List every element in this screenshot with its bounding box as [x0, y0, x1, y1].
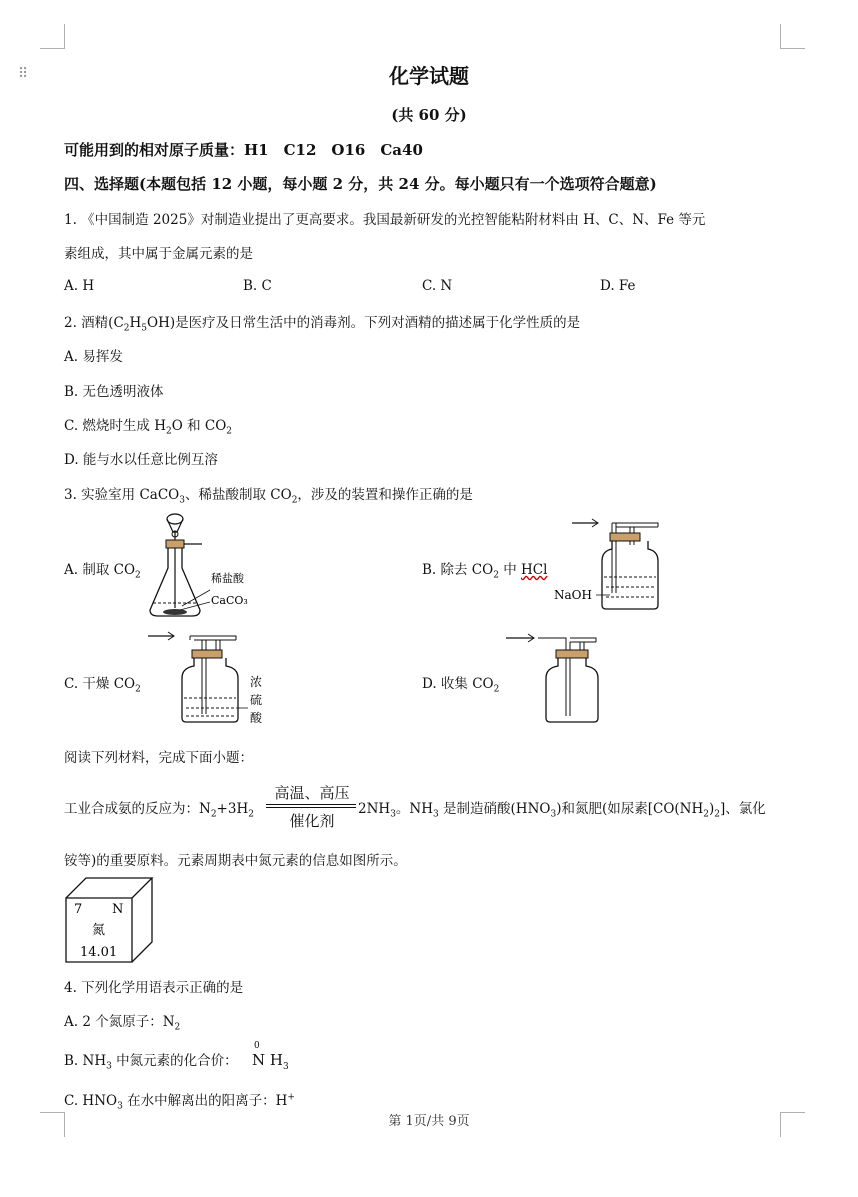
reaction-condition-top: 高温、高压: [274, 784, 350, 802]
page-footer: 第 1页/共 9页: [388, 1114, 470, 1129]
q1-option-c[interactable]: C. N: [422, 278, 453, 294]
atomic-masses: 可能用到的相对原子质量：H1 C12 O16 Ca40: [64, 141, 423, 159]
label-caco3: CaCO₃: [211, 594, 248, 607]
reaction-condition-bottom: 催化剂: [289, 812, 335, 830]
q3-option-c[interactable]: C. 干燥 $CO_2$: [64, 676, 141, 695]
drying-bottle-diagram: [140, 628, 280, 728]
q3-stem: 3. 实验室用 CaCO$_3$、稀盐酸制取 $CO_2$，涉及的装置和操作正确的是: [64, 487, 473, 506]
valence-mark: 0: [254, 1041, 260, 1051]
q4-option-c[interactable]: C. $HNO_3$ 在水中解离出的阳离子：H+: [64, 1092, 295, 1112]
q3-option-a[interactable]: A. 制取 $CO_2$: [64, 562, 141, 581]
element-name: 氮: [92, 923, 106, 938]
q1-stem-line2: 素组成，其中属于金属元素的是: [64, 246, 253, 262]
q3-option-d[interactable]: D. 收集 $CO_2$: [422, 676, 500, 695]
label-concentrated: 浓: [250, 675, 263, 689]
q1-option-b[interactable]: B. C: [243, 278, 272, 294]
material-intro: 阅读下列材料，完成下面小题：: [64, 750, 253, 766]
q2-option-a[interactable]: A. 易挥发: [64, 349, 123, 365]
equation-line-bottom: [266, 807, 356, 808]
equation-line-top: [266, 804, 356, 805]
nitrogen-element-card: [64, 876, 156, 964]
label-naoh: NaOH: [554, 588, 592, 602]
element-number: 7: [74, 902, 83, 917]
reaction-equation-left: 工业合成氨的反应为：$N_2+3H_2$: [64, 801, 254, 820]
valence-formula: N $H_3$: [252, 1051, 289, 1072]
q4-stem: 4. 下列化学用语表示正确的是: [64, 980, 244, 996]
label-dilute-hcl: 稀盐酸: [211, 572, 244, 585]
material-line3: 铵等)的重要原料。元素周期表中氮元素的信息如图所示。: [64, 853, 407, 869]
page-title: 化学试题: [389, 64, 469, 88]
element-symbol: N: [112, 902, 124, 917]
drag-handle-icon[interactable]: ⠿: [18, 66, 29, 82]
corner-mark-top-left: [40, 24, 65, 49]
gas-collection-bottle-diagram: [500, 630, 610, 728]
q2-stem: 2. 酒精$(C_2H_5OH)$是医疗及日常生活中的消毒剂。下列对酒精的描述属于化学性质的是: [64, 315, 581, 334]
q4-option-b[interactable]: B. $NH_3$ 中氮元素的化合价：: [64, 1053, 238, 1072]
element-mass: 14.01: [80, 945, 118, 960]
corner-mark-top-right: [780, 24, 805, 49]
q1-option-d[interactable]: D. Fe: [600, 278, 636, 294]
q2-option-b[interactable]: B. 无色透明液体: [64, 384, 164, 400]
q2-option-d[interactable]: D. 能与水以任意比例互溶: [64, 452, 218, 468]
q4-option-a[interactable]: A. 2 个氮原子：$N_2$: [64, 1014, 181, 1033]
q3-option-b[interactable]: B. 除去 $CO_2$ 中 HCl: [422, 562, 548, 581]
q1-option-a[interactable]: A. H: [64, 278, 95, 294]
section-heading: 四、选择题(本题包括 12 小题，每小题 2 分，共 24 分。每小题只有一个选项符合题意): [64, 175, 657, 193]
flask-apparatus-diagram: [140, 510, 280, 622]
label-sulfuric: 硫: [250, 693, 263, 707]
wash-bottle-naoh-diagram: [550, 515, 670, 615]
page-subtitle: (共 60 分): [391, 106, 467, 124]
q2-option-c[interactable]: C. 燃烧时生成 $H_2O$ 和 $CO_2$: [64, 418, 233, 437]
q1-stem-line1: 1. 《中国制造 2025》对制造业提出了更高要求。我国最新研发的光控智能粘附材料由 H、C、N、Fe 等元: [64, 212, 706, 228]
label-acid: 酸: [250, 711, 263, 725]
reaction-equation-right: $2NH_3$。$NH_3$ 是制造硝酸$(HNO_3)$和氮肥(如尿素$[CO(NH_2)_2]$、氯化: [358, 801, 766, 820]
